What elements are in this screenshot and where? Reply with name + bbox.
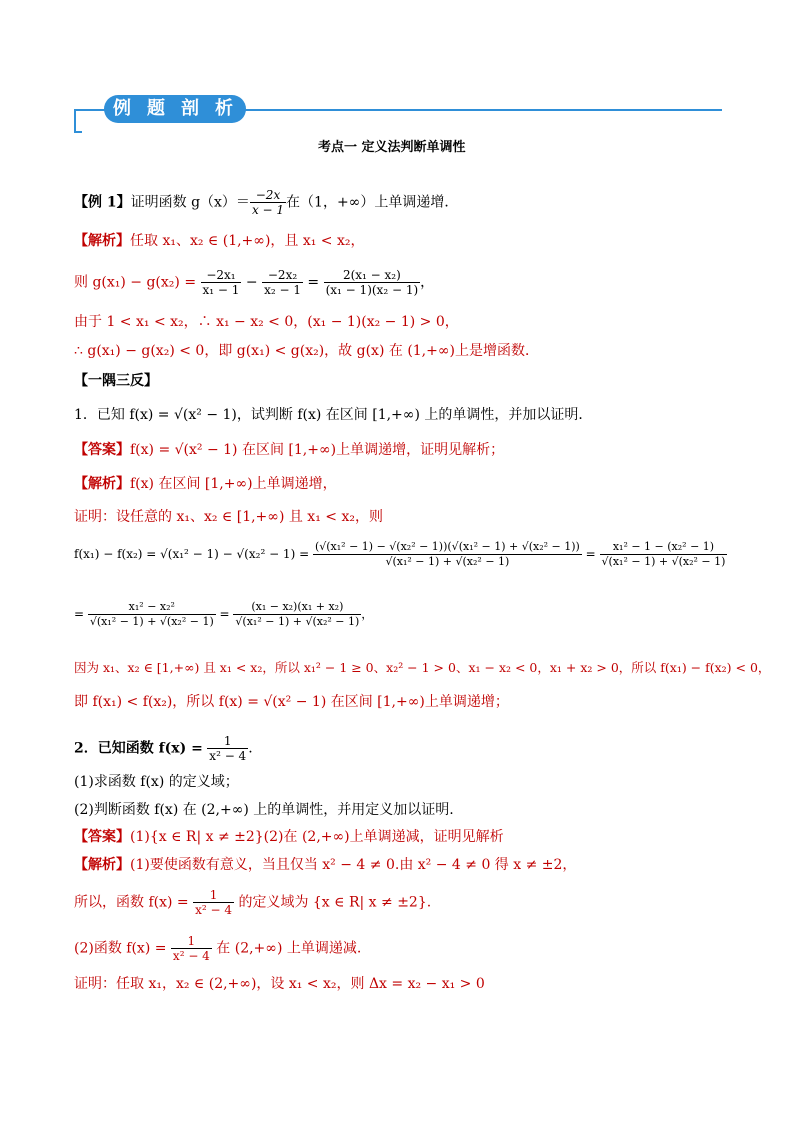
q1-eq1: f(x₁) − f(x₂) = √(x₁² − 1) − √(x₂² − 1) = $\frac{\text{(√(x₁² − 1) − √(x₂² − 1))(√(x₁² − 1) + √(x₂² − 1))}}{\text{√(x₁² − 1) + √(x₂² − 1)}}$ = $\frac{\text{x₁² − 1 − (x₂² − 1)}}{\text{√(x₁² − 1) + √(x₂² − 1)}}$: [74, 540, 726, 568]
q1-eq2-frac2-num: (x₁ − x₂)(x₁ + x₂): [233, 600, 361, 615]
example1-sol-text4a: ∴ g(x₁) − g(x₂) < 0，即 g(x₁) < g(x₂)，故 g(x) 在 (1,+∞): [74, 343, 455, 359]
q2-sol-a: (1)要使函数有意义，当且仅当 x² − 4 ≠ 0.由 x² − 4 ≠ 0 得 x ≠ ±2，: [130, 857, 577, 873]
q1-concl-a: 即 f(x₁) < f(x₂)，所以 f(x) = √(x² − 1) 在区间 [1,+∞): [74, 694, 425, 710]
example1-sol-text1: 任取 x₁、x₂ ∈ (1,+∞)，且 x₁ < x₂，: [130, 233, 365, 249]
header-tick: [74, 111, 76, 133]
example1-sol-label: 【解析】: [74, 233, 130, 249]
ex1-frac-3-den: (x₁ − 1)(x₂ − 1): [325, 283, 419, 297]
q2-sol2-b: 的定义域为 {x ∈ R| x ≠ ±2}.: [238, 894, 432, 911]
q2-stmt-b: .: [248, 740, 253, 757]
q2-sol2-a: 所以，函数 f(x) =: [74, 894, 189, 911]
q1-eq1-left: f(x₁) − f(x₂) = √(x₁² − 1) − √(x₂² − 1) =: [74, 547, 310, 561]
section-title: 考点一 定义法判断单调性: [318, 140, 466, 155]
q1-eq2-frac1-num: x₁² − x₂²: [88, 600, 216, 615]
ex1-frac-1: [201, 268, 242, 297]
ex1-frac-3-num: 2(x₁ − x₂): [324, 268, 421, 283]
q1-statement: 1．已知 f(x) = √(x² − 1)，试判断 f(x) 在区间 [1,+∞) 上的单调性，并加以证明．: [74, 407, 593, 423]
q1-proof-line: 证明：设任意的 x₁、x₂ ∈ [1,+∞) 且 x₁ < x₂，则: [74, 509, 383, 525]
q1-eq2-frac1-den: √(x₁² − 1) + √(x₂² − 1): [89, 615, 214, 628]
q1-eq2: = $\frac{\text{x₁² − x₂²}}{\text{√(x₁² − 1) + √(x₂² − 1)}}$ = $\frac{\text{(x₁ − x₂)(x₁ + x₂)}}{\text{√(x₁² − 1) + √(x₂² − 1)}}$ ，: [74, 600, 374, 628]
ex1-frac-1-den: x₁ − 1: [202, 283, 240, 297]
q1-eq2-frac2-den: √(x₁² − 1) + √(x₂² − 1): [235, 615, 360, 628]
q1-ans-b: 上单调递增，证明见解析；: [336, 442, 505, 458]
q2-sol3-frac-num: 1: [171, 934, 212, 949]
example1-fraction: [250, 188, 286, 217]
q1-sol-label: 【解析】: [74, 476, 130, 492]
ex1-frac-3: [324, 268, 421, 297]
q2-domain-line: [74, 888, 431, 917]
q1-solution: [74, 474, 337, 494]
q2-stmt-a: 2．已知函数 f(x) =: [74, 740, 203, 757]
q2-part1: (1)求函数 f(x) 的定义域；: [74, 774, 239, 790]
example1-sol-text2: 则 g(x₁) − g(x₂) =: [74, 274, 197, 291]
q1-conclusion: [74, 692, 509, 712]
example1-sol-line4: [74, 341, 539, 361]
q2-sol2-frac-den: x² − 4: [195, 903, 232, 917]
example1-stmt-a: 证明函数 g（x）＝: [130, 194, 250, 211]
q2-statement: [74, 734, 253, 763]
q1-eq2-frac1: [88, 600, 216, 629]
q2-ans-b: 上单调递减，证明见解析: [349, 829, 504, 845]
q1-eq1-frac2-num: x₁² − 1 − (x₂² − 1): [600, 540, 728, 555]
example1-stmt-b: 在（1，+∞）上单调递增．: [286, 194, 459, 211]
header-corner: [74, 131, 82, 133]
q1-sol-a: f(x) 在区间 [1,+∞): [130, 476, 253, 492]
example1-sol-line3: 由于 1 < x₁ < x₂，∴ x₁ − x₂ < 0，(x₁ − 1)(x₂ − 1) > 0，: [74, 314, 459, 330]
q2-part2: (2)判断函数 f(x) 在 (2,+∞) 上的单调性，并用定义加以证明.: [74, 802, 454, 818]
q2-sol3-frac-den: x² − 4: [172, 949, 210, 963]
header-char-2: 题: [147, 98, 165, 119]
q1-sol-b: 上单调递增，: [252, 476, 337, 492]
example1-sol-line1: [74, 231, 365, 251]
example1-statement: [74, 188, 458, 217]
q1-ans-a: f(x) = √(x² − 1) 在区间 [1,+∞): [130, 442, 337, 458]
q2-ans-a: (1){x ∈ R| x ≠ ±2}(2)在 (2,+∞): [130, 829, 350, 845]
q1-eq1-frac2-den: √(x₁² − 1) + √(x₂² − 1): [601, 555, 726, 568]
q2-sol3-frac: [171, 934, 212, 963]
q1-concl-b: 上单调递增；: [424, 694, 509, 710]
q2-answer: [74, 827, 504, 847]
q2-proof-line: 证明：任取 x₁，x₂ ∈ (2,+∞)，设 x₁ < x₂，则 Δx = x₂ − x₁ > 0: [74, 976, 485, 992]
example1-sol-line2: 则 g(x₁) − g(x₂) = $\frac{\text{−2x₁}}{\text{x₁ − 1}}$ − $\frac{\text{−2x₂}}{\text{x₂ − 1}}$ = $\frac{\text{2(x₁ − x₂)}}{\text{(x₁ − 1)(x₂ − 1)}}$ ，: [74, 268, 435, 297]
q2-stmt-frac: [207, 734, 248, 763]
header-char-1: 例: [113, 98, 131, 119]
q2-sol2-frac-num: 1: [193, 888, 234, 903]
ex1-frac-1-num: −2x₁: [201, 268, 242, 283]
q1-eq1-frac1-den: √(x₁² − 1) + √(x₂² − 1): [385, 555, 510, 568]
ex1-frac-2: [262, 268, 303, 297]
q1-ans-label: 【答案】: [74, 442, 130, 458]
header-char-3: 剖: [181, 98, 199, 119]
q1-eq1-frac1: [313, 540, 582, 569]
q2-ans-label: 【答案】: [74, 829, 130, 845]
example1-label: 【例 1】: [74, 194, 131, 211]
example1-frac-num: −2x: [250, 188, 286, 203]
practice-label: 【一隅三反】: [74, 373, 158, 389]
q2-solution: [74, 855, 576, 875]
ex1-frac-2-den: x₂ − 1: [264, 283, 301, 297]
q2-sol-label: 【解析】: [74, 857, 130, 873]
q2-sol3-a: (2)函数 f(x) =: [74, 940, 167, 957]
q2-monotonic-line: [74, 934, 361, 963]
q1-eq1-frac2: [600, 540, 728, 569]
ex1-frac-2-num: −2x₂: [262, 268, 303, 283]
example1-sol-text4b: 上是增函数．: [455, 343, 539, 359]
q2-sol2-frac: [193, 888, 234, 917]
q1-because-line: 因为 x₁、x₂ ∈ [1,+∞) 且 x₁ < x₂，所以 x₁² − 1 ≥ 0、x₂² − 1 > 0、x₁ − x₂ < 0，x₁ + x₂ > 0，所以 f(x₁) − f(x₂) < 0，: [74, 660, 771, 675]
q2-sol3-b: 在 (2,+∞) 上单调递减.: [216, 940, 362, 957]
header-char-4: 析: [215, 98, 233, 119]
q2-stmt-frac-num: 1: [207, 734, 248, 749]
q1-eq2-frac2: [233, 600, 361, 629]
example1-frac-den: x − 1: [251, 203, 285, 217]
q2-stmt-frac-den: x² − 4: [209, 749, 247, 763]
q1-answer: [74, 440, 504, 460]
q1-eq1-frac1-num: (√(x₁² − 1) − √(x₂² − 1))(√(x₁² − 1) + √(x₂² − 1)): [314, 540, 580, 553]
